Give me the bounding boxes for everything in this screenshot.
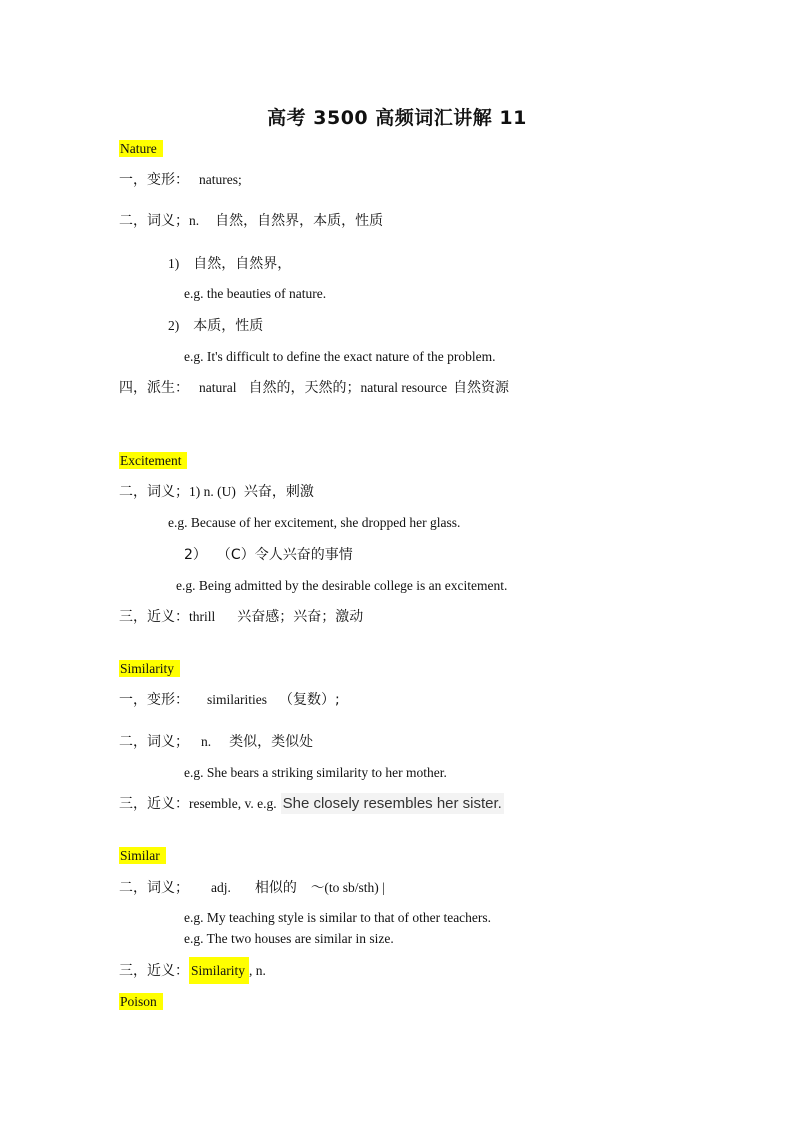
entry-word-nature: Nature	[119, 139, 163, 159]
similar-synonym-line: 三，近义： Similarity , n.	[119, 961, 266, 981]
page-title: 高考 3500 高频词汇讲解 11	[267, 107, 527, 129]
entry-word-excitement: Excitement	[119, 451, 187, 471]
excitement-sense-2: 2） （C）令人兴奋的事情	[184, 547, 353, 563]
similar-meaning-line: 二，词义； adj. 相似的 ～(to sb/sth) |	[119, 880, 385, 896]
similarity-inflection-line: 一，变形： similarities （复数）;	[119, 692, 340, 708]
nature-sense-1-example: e.g. the beauties of nature.	[184, 286, 327, 301]
similar-example-1: e.g. My teaching style is similar to that of other teachers.	[184, 910, 492, 925]
similar-example-2: e.g. The two houses are similar in size.	[184, 931, 394, 946]
entry-word-similarity: Similarity	[119, 659, 180, 679]
excitement-sense-1-example: e.g. Because of her excitement, she dropped her glass.	[168, 515, 461, 530]
similar-synonym-word: Similarity	[189, 957, 249, 984]
nature-sense-1: 1) 自然，自然界，	[168, 256, 292, 272]
nature-inflection-line: 一，变形： natures;	[119, 172, 242, 188]
similarity-example: e.g. She bears a striking similarity to her mother.	[184, 765, 447, 780]
similarity-synonym-example: She closely resembles her sister.	[282, 795, 502, 812]
excitement-meaning-line: 二，词义；1) n. (U) 兴奋，刺激	[119, 484, 314, 500]
excitement-sense-2-example: e.g. Being admitted by the desirable college is an excitement.	[176, 578, 508, 593]
nature-sense-2: 2) 本质，性质	[168, 318, 264, 334]
similarity-synonym-line: 三，近义：resemble, v. e.g. She closely resembles her sister.	[119, 795, 502, 812]
entry-word-similar: Similar	[119, 846, 166, 866]
similarity-meaning-line: 二，词义； n. 类似，类似处	[119, 734, 314, 750]
entry-word-poison: Poison	[119, 992, 163, 1012]
nature-meaning-line: 二，词义；n. 自然，自然界，本质，性质	[119, 213, 384, 229]
nature-derivative-line: 四，派生： natural 自然的，天然的；natural resource 自然资源	[119, 380, 510, 396]
excitement-synonym-line: 三，近义：thrill 兴奋感；兴奋；激动	[119, 609, 364, 625]
nature-sense-2-example: e.g. It's difficult to define the exact nature of the problem.	[184, 349, 496, 364]
